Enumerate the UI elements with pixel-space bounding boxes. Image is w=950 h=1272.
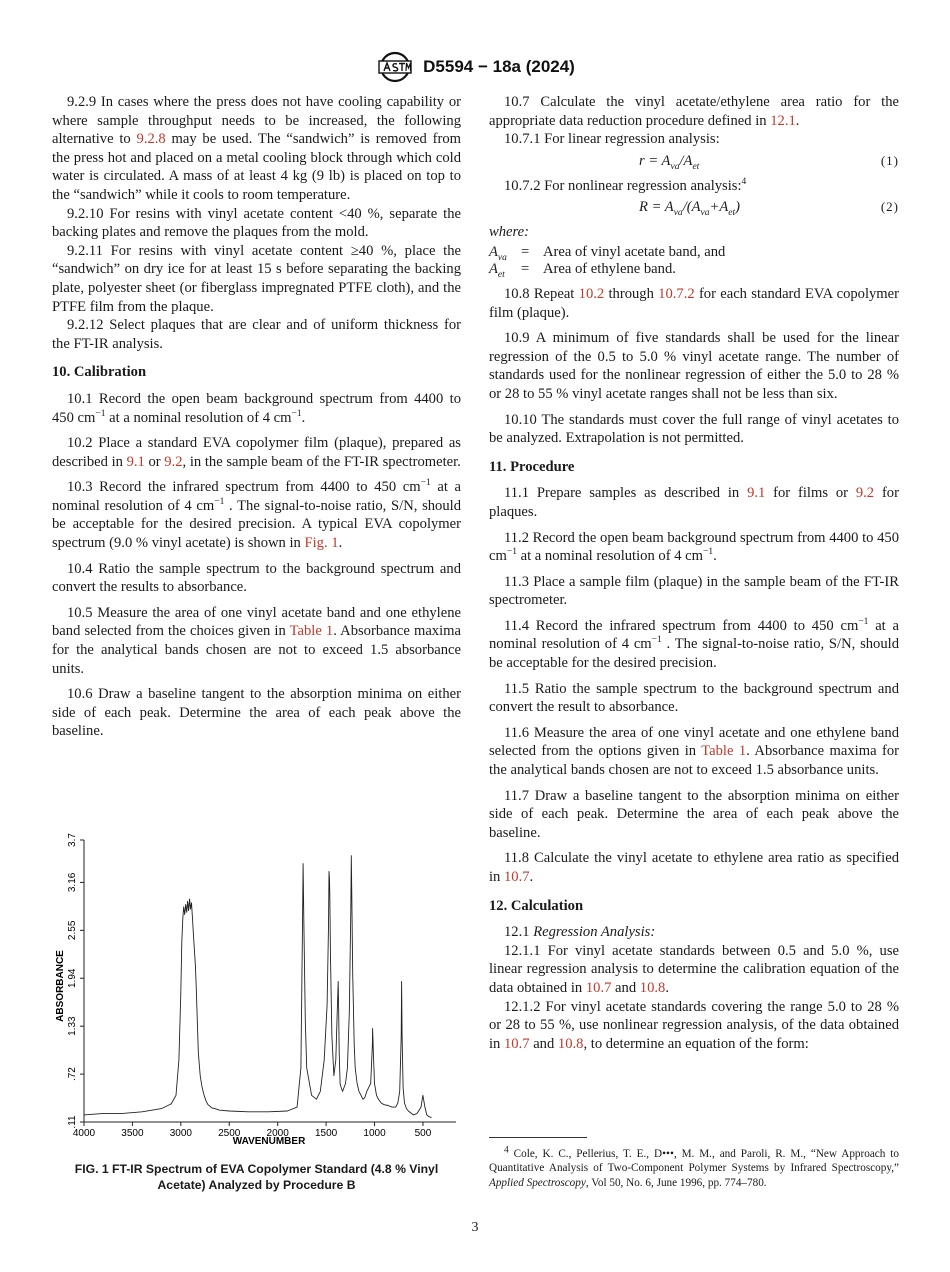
ref-link[interactable]: 10.7 — [504, 1035, 530, 1052]
paragraph-12-1-2: 12.1.2 For vinyl acetate standards covering the range 5.0 to 28 % or 28 to 55 %, use nonlinear regression analysis, of the data obtained in 10.7 and 10.8, to determine an equation of the form: — [489, 998, 899, 1052]
spectrum-line-0 — [84, 856, 432, 1118]
x-tick-label: 4000 — [72, 1128, 96, 1139]
paragraph-9-2-10: 9.2.10 For resins with vinyl acetate content <40 %, separate the backing plates and remove the plaques from the mold. — [52, 205, 461, 241]
paragraph-10-9: 10.9 A minimum of five standards shall be used for the linear regression of the 0.5 to 5.0 % vinyl acetate range. The number of standards used for the nonlinear regression of either the 5.0 to 28 % or 28 to 55 % vinyl acetate ranges shall not be less than six. — [489, 330, 899, 402]
paragraph-11-5: 11.5 Ratio the sample spectrum to the background spectrum and convert the result to absorbance. — [489, 680, 899, 716]
y-tick-label: .11 — [67, 1115, 78, 1129]
figure-caption: FIG. 1 FT-IR Spectrum of EVA Copolymer Standard (4.8 % Vinyl Acetate) Analyzed by Procedure B — [74, 1162, 439, 1192]
standard-designation: D5594 − 18a (2024) — [423, 57, 575, 76]
page-number: 3 — [471, 1220, 479, 1235]
where-label: where: — [489, 224, 529, 241]
ref-link[interactable]: 10.8 — [639, 979, 666, 996]
paragraph-11-3: 11.3 Place a sample film (plaque) in the sample beam of the FT-IR spectrometer. — [489, 573, 899, 609]
paragraph-9-2-9: 9.2.9 In cases where the press does not have cooling capability or where sample throughput needs to be increased, the following alternative to 9.2.8 may be used. The “sandwich” is removed from the press hot and placed on a metal cooling block through which cold water is circulated. A mass of at least 4 kg (9 lb) is placed on top to the “sandwich” while it cools to room temperature. — [52, 94, 461, 203]
ref-link[interactable]: 10.8 — [557, 1035, 584, 1052]
x-tick-label: 1500 — [314, 1128, 338, 1139]
y-tick-label: 3.7 — [67, 833, 78, 847]
right-column — [489, 93, 899, 1053]
footnote-divider — [489, 1137, 587, 1138]
x-tick-label: 3000 — [169, 1128, 192, 1139]
astm-logo-icon — [375, 50, 415, 84]
equation-2: $R = A_{va}/(A_{va}+A_{et})$ (2) — [639, 199, 899, 219]
section-heading-10: 10. Calibration — [52, 364, 147, 381]
paragraph-10-5: 10.5 Measure the area of one vinyl acetate band and one ethylene band selected from the choices given in Table 1. Absorbance maxima for the analytical bands chosen are not to exceed 1.5 absorbance units. — [52, 604, 461, 677]
paragraph-10-3: 10.3 Record the infrared spectrum from 4400 to 450 $cm^{-1}$ at a nominal resolution of 4 $cm^{-1}$ . The signal-to-noise ratio, S/N, should be acceptable for the desired precision. A typical EVA copolymer spectrum (9.0 % vinyl acetate) is shown in Fig. 1. — [52, 478, 461, 552]
paragraph-10-4: 10.4 Ratio the sample spectrum to the background spectrum and convert the results to absorbance. — [52, 560, 461, 596]
spectrum-figure — [52, 828, 461, 1158]
paragraph-10-10: 10.10 The standards must cover the full range of vinyl acetates to be analyzed. Extrapolation is not permitted. — [489, 411, 899, 447]
equation-number: (2) — [880, 199, 899, 215]
y-tick-label: 2.55 — [67, 920, 78, 941]
ref-link[interactable]: Fig. 1 — [304, 535, 339, 552]
y-tick-label: 1.94 — [67, 968, 78, 988]
paragraph-10-8: 10.8 Repeat 10.2 through 10.7.2 for each standard EVA copolymer film (plaque). — [489, 285, 899, 321]
definition-row: $A_{va}$ = Area of vinyl acetate band, and — [489, 243, 726, 263]
paragraph-10-7: 10.7 Calculate the vinyl acetate/ethylene area ratio for the appropriate data reduction procedure defined in 12.1. — [489, 94, 899, 129]
ref-link[interactable]: Table 1 — [701, 743, 747, 760]
equation-number: (1) — [880, 152, 899, 168]
ref-link[interactable]: 9.2.8 — [136, 131, 166, 148]
x-tick-label: 3500 — [121, 1128, 144, 1139]
paragraph-11-2: 11.2 Record the open beam background spectrum from 4400 to 450 $cm^{-1}$ at a nominal resolution of 4 $cm^{-1}$. — [489, 529, 899, 565]
section-heading-12: 12. Calculation — [489, 897, 584, 914]
paragraph-11-1: 11.1 Prepare samples as described in 9.1 for films or 9.2 for plaques. — [489, 485, 899, 520]
ref-link[interactable]: 10.2 — [578, 285, 605, 302]
equation-1: $r = A_{va}/A_{et}$ (1) — [639, 152, 899, 172]
page-header — [0, 50, 950, 84]
paragraph-9-2-12: 9.2.12 Select plaques that are clear and of uniform thickness for the FT-IR analysis. — [52, 317, 461, 352]
spectrum-chart — [52, 828, 461, 1158]
x-tick-label: 500 — [414, 1128, 432, 1139]
ref-link[interactable]: 9.2 — [855, 485, 875, 502]
paragraph-11-7: 11.7 Draw a baseline tangent to the absorption minima on either side of each peak. Determine the area of each peak above the baseline. — [489, 787, 899, 841]
paragraph-9-2-11: 9.2.11 For resins with vinyl acetate content ≥40 %, place the “sandwich” on dry ice for at least 15 s before separating the backing plate, polyester sheet (or fiberglass impregnated PTFE cloth), and the PTFE film from the plaque. — [52, 242, 461, 315]
paragraph-10-7-2: 10.7.2 For nonlinear regression analysis:$^4$ — [504, 176, 747, 194]
ref-link[interactable]: 9.2 — [164, 453, 183, 470]
definition-row: $A_{et}$ = Area of ethylene band. — [489, 260, 676, 280]
x-tick-label: 1000 — [363, 1128, 386, 1139]
paragraph-12-1: 12.1 Regression Analysis: — [504, 924, 656, 941]
y-tick-label: 1.33 — [67, 1016, 78, 1036]
paragraph-11-8: 11.8 Calculate the vinyl acetate to ethylene area ratio as specified in 10.7. — [489, 850, 899, 885]
section-heading-11: 11. Procedure — [489, 458, 575, 475]
paragraph-11-4: 11.4 Record the infrared spectrum from 4400 to 450 $cm^{-1}$ at a nominal resolution of 4 $cm^{-1}$ . The signal-to-noise ratio, S/N, should be acceptable for the desired precision. — [489, 617, 899, 672]
ref-link[interactable]: 10.7.2 — [658, 285, 695, 302]
ref-link[interactable]: 10.7 — [585, 979, 612, 996]
y-tick-label: 3.16 — [67, 872, 78, 893]
y-axis-label: ABSORBANCE — [55, 950, 66, 1022]
paragraph-10-2: 10.2 Place a standard EVA copolymer film (plaque), prepared as described in 9.1 or 9.2, in the sample beam of the FT-IR spectrometer. — [52, 435, 461, 470]
ref-link[interactable]: 12.1 — [770, 112, 796, 129]
paragraph-10-6: 10.6 Draw a baseline tangent to the absorption minima on either side of each peak. Determine the area of each peak above the baseline. — [52, 686, 461, 740]
paragraph-10-1: 10.1 Record the open beam background spectrum from 4400 to 450 $cm^{-1}$ at a nominal resolution of 4 $cm^{-1}$. — [52, 390, 461, 426]
x-axis-label: WAVENUMBER — [232, 1136, 306, 1147]
ref-link[interactable]: 10.7 — [504, 869, 530, 885]
paragraph-12-1-1: 12.1.1 For vinyl acetate standards between 0.5 and 5.0 %, use linear regression analysis to determine the calibration equation of the data obtained in 10.7 and 10.8. — [489, 942, 899, 996]
ref-link[interactable]: 9.1 — [126, 453, 145, 470]
ref-link[interactable]: Table 1 — [289, 623, 334, 640]
x-tick-label: 2500 — [218, 1128, 241, 1139]
paragraph-10-7-1: 10.7.1 For linear regression analysis: — [504, 131, 720, 148]
footnote-4: $^4$ Cole, K. C., Pellerius, T. E., D•••, M. M., and Paroli, R. M., “New Approach to Quantitative Analysis of Two-Component Polymer Systems by Infrared Spectroscopy,” Applied Spectroscopy, Vol 50, No. 6, June 1996, pp. 774–780. — [489, 1145, 899, 1189]
paragraph-11-6: 11.6 Measure the area of one vinyl acetate and one ethylene band selected from the options given in Table 1. Absorbance maxima for the analytical bands chosen are not to exceed 1.5 absorbance units. — [489, 724, 899, 779]
x-tick-label: 2000 — [266, 1128, 289, 1139]
ref-link[interactable]: 9.1 — [747, 485, 766, 502]
left-column — [52, 93, 461, 748]
y-tick-label: .72 — [67, 1067, 78, 1082]
